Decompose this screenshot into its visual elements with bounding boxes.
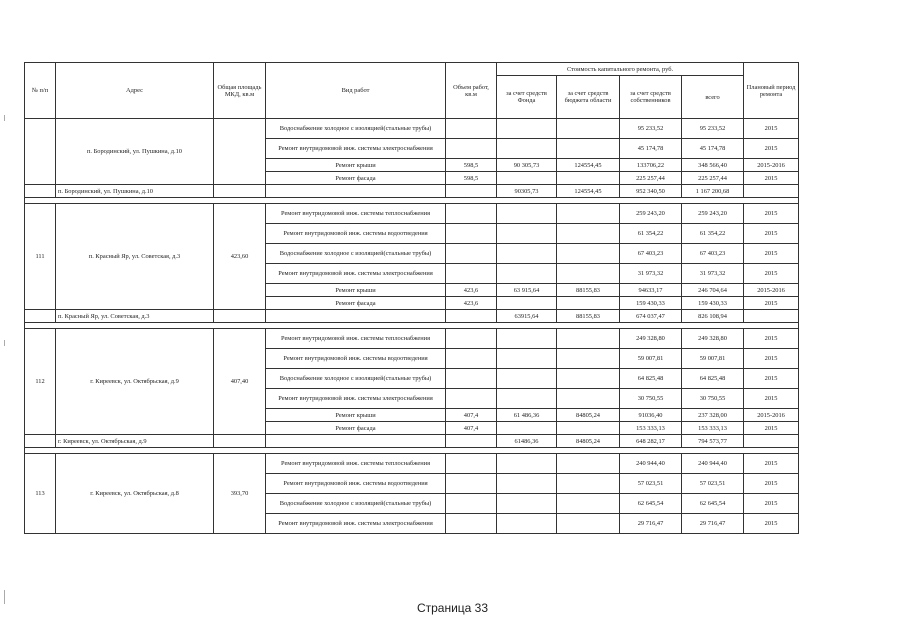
volume-cell: 407,4 <box>446 422 497 435</box>
owners-cell: 259 243,20 <box>620 204 682 224</box>
subtotal-work-cell <box>266 185 446 198</box>
region-budget-cell: 84805,24 <box>557 409 620 422</box>
volume-cell: 423,6 <box>446 284 497 297</box>
owners-cell: 159 430,33 <box>620 297 682 310</box>
subtotal-area-cell <box>214 310 266 323</box>
work-type-cell: Ремонт крыши <box>266 159 446 172</box>
period-cell: 2015 <box>744 514 799 534</box>
margin-mark <box>4 115 5 121</box>
total-cell: 95 233,52 <box>682 119 744 139</box>
total-cell: 246 704,64 <box>682 284 744 297</box>
table-row <box>25 204 799 224</box>
volume-cell <box>446 119 497 139</box>
table-row <box>25 454 799 474</box>
work-type-cell: Ремонт фасада <box>266 172 446 185</box>
volume-cell <box>446 139 497 159</box>
fund-cell <box>497 474 557 494</box>
work-type-cell: Водоснабжение холодное с изоляцией(стальные трубы) <box>266 494 446 514</box>
col-owners-header: за счет средств собственников <box>620 76 682 119</box>
volume-cell: 423,6 <box>446 297 497 310</box>
repair-schedule-table <box>24 62 799 534</box>
owners-cell: 62 645,54 <box>620 494 682 514</box>
work-type-cell: Водоснабжение холодное с изоляцией(стальные трубы) <box>266 119 446 139</box>
subtotal-period-cell <box>744 435 799 448</box>
fund-cell <box>497 244 557 264</box>
total-cell: 159 430,33 <box>682 297 744 310</box>
total-cell: 64 825,48 <box>682 369 744 389</box>
fund-cell <box>497 224 557 244</box>
fund-cell <box>497 349 557 369</box>
fund-cell <box>497 369 557 389</box>
volume-cell <box>446 349 497 369</box>
period-cell: 2015 <box>744 264 799 284</box>
work-type-cell: Ремонт внутридомовой инж. системы теплоснабжения <box>266 329 446 349</box>
col-address-header: Адрес <box>56 63 214 119</box>
subtotal-total-cell: 1 167 200,68 <box>682 185 744 198</box>
period-cell: 2015-2016 <box>744 284 799 297</box>
volume-cell <box>446 474 497 494</box>
col-area-header: Общая площадь МКД, кв.м <box>214 63 266 119</box>
volume-cell: 598,5 <box>446 159 497 172</box>
address-cell: п. Красный Яр, ул. Советская, д.3 <box>56 204 214 310</box>
period-cell: 2015 <box>744 329 799 349</box>
row-number-cell <box>25 119 56 185</box>
period-cell: 2015 <box>744 349 799 369</box>
fund-cell <box>497 494 557 514</box>
area-cell: 407,40 <box>214 329 266 435</box>
work-type-cell: Ремонт внутридомовой инж. системы теплоснабжения <box>266 204 446 224</box>
period-cell: 2015-2016 <box>744 159 799 172</box>
address-cell: г. Киреевск, ул. Октябрьская, д.8 <box>56 454 214 534</box>
total-cell: 348 566,40 <box>682 159 744 172</box>
subtotal-row <box>25 435 799 448</box>
row-number-cell: 111 <box>25 204 56 310</box>
period-cell: 2015 <box>744 139 799 159</box>
volume-cell <box>446 514 497 534</box>
period-cell: 2015 <box>744 389 799 409</box>
total-cell: 45 174,78 <box>682 139 744 159</box>
region-budget-cell <box>557 454 620 474</box>
subtotal-work-cell <box>266 310 446 323</box>
fund-cell <box>497 139 557 159</box>
col-fund-header: за счет средств Фонда <box>497 76 557 119</box>
owners-cell: 30 750,55 <box>620 389 682 409</box>
subtotal-fund-cell: 90305,73 <box>497 185 557 198</box>
table-body <box>25 119 799 534</box>
owners-cell: 31 973,32 <box>620 264 682 284</box>
total-cell: 57 023,51 <box>682 474 744 494</box>
table-header <box>25 63 799 119</box>
owners-cell: 45 174,78 <box>620 139 682 159</box>
col-cost-group-header: Стоимость капитального ремонта, руб. <box>497 63 744 76</box>
work-type-cell: Ремонт внутридомовой инж. системы водоотведения <box>266 224 446 244</box>
work-type-cell: Ремонт внутридомовой инж. системы электроснабжения <box>266 264 446 284</box>
fund-cell: 90 305,73 <box>497 159 557 172</box>
total-cell: 30 750,55 <box>682 389 744 409</box>
region-budget-cell: 124554,45 <box>557 159 620 172</box>
work-type-cell: Ремонт внутридомовой инж. системы электроснабжения <box>266 389 446 409</box>
work-type-cell: Ремонт крыши <box>266 284 446 297</box>
col-period-header: Плановый период ремонта <box>744 63 799 119</box>
period-cell: 2015 <box>744 454 799 474</box>
total-cell: 153 333,13 <box>682 422 744 435</box>
col-num-header: № п/п <box>25 63 56 119</box>
subtotal-area-cell <box>214 185 266 198</box>
region-budget-cell <box>557 297 620 310</box>
owners-cell: 29 716,47 <box>620 514 682 534</box>
total-cell: 59 007,81 <box>682 349 744 369</box>
region-budget-cell <box>557 139 620 159</box>
subtotal-region-cell: 124554,45 <box>557 185 620 198</box>
fund-cell <box>497 389 557 409</box>
fund-cell <box>497 119 557 139</box>
subtotal-address-cell: г. Киреевск, ул. Октябрьская, д.9 <box>56 435 214 448</box>
period-cell: 2015 <box>744 422 799 435</box>
work-type-cell: Ремонт внутридомовой инж. системы водоотведения <box>266 474 446 494</box>
region-budget-cell <box>557 514 620 534</box>
fund-cell <box>497 264 557 284</box>
volume-cell <box>446 369 497 389</box>
col-volume-header: Объем работ, кв.м <box>446 63 497 119</box>
fund-cell: 61 486,36 <box>497 409 557 422</box>
total-cell: 225 257,44 <box>682 172 744 185</box>
fund-cell: 63 915,64 <box>497 284 557 297</box>
region-budget-cell <box>557 329 620 349</box>
subtotal-fund-cell: 61486,36 <box>497 435 557 448</box>
total-cell: 259 243,20 <box>682 204 744 224</box>
region-budget-cell <box>557 474 620 494</box>
period-cell: 2015 <box>744 297 799 310</box>
owners-cell: 225 257,44 <box>620 172 682 185</box>
region-budget-cell: 88155,83 <box>557 284 620 297</box>
subtotal-volume-cell <box>446 185 497 198</box>
subtotal-total-cell: 826 108,94 <box>682 310 744 323</box>
subtotal-fund-cell: 63915,64 <box>497 310 557 323</box>
owners-cell: 94633,17 <box>620 284 682 297</box>
subtotal-volume-cell <box>446 310 497 323</box>
table-row <box>25 119 799 139</box>
region-budget-cell <box>557 244 620 264</box>
subtotal-address-cell: п. Бородинский, ул. Пушкина, д.10 <box>56 185 214 198</box>
owners-cell: 153 333,13 <box>620 422 682 435</box>
row-number-cell: 113 <box>25 454 56 534</box>
subtotal-row <box>25 310 799 323</box>
page-number: Страница 33 <box>416 601 489 615</box>
subtotal-region-cell: 88155,83 <box>557 310 620 323</box>
period-cell: 2015 <box>744 244 799 264</box>
total-cell: 240 944,40 <box>682 454 744 474</box>
subtotal-total-cell: 794 573,77 <box>682 435 744 448</box>
col-total-header: всего <box>682 76 744 119</box>
fund-cell <box>497 422 557 435</box>
owners-cell: 59 007,81 <box>620 349 682 369</box>
region-budget-cell <box>557 494 620 514</box>
volume-cell <box>446 329 497 349</box>
owners-cell: 95 233,52 <box>620 119 682 139</box>
work-type-cell: Ремонт внутридомовой инж. системы водоотведения <box>266 349 446 369</box>
total-cell: 29 716,47 <box>682 514 744 534</box>
work-type-cell: Ремонт внутридомовой инж. системы электроснабжения <box>266 514 446 534</box>
owners-cell: 64 825,48 <box>620 369 682 389</box>
period-cell: 2015 <box>744 224 799 244</box>
volume-cell <box>446 264 497 284</box>
fund-cell <box>497 297 557 310</box>
region-budget-cell <box>557 369 620 389</box>
subtotal-region-cell: 84805,24 <box>557 435 620 448</box>
region-budget-cell <box>557 172 620 185</box>
work-type-cell: Водоснабжение холодное с изоляцией(стальные трубы) <box>266 369 446 389</box>
volume-cell <box>446 454 497 474</box>
volume-cell <box>446 244 497 264</box>
owners-cell: 240 944,40 <box>620 454 682 474</box>
subtotal-area-cell <box>214 435 266 448</box>
fund-cell <box>497 204 557 224</box>
total-cell: 62 645,54 <box>682 494 744 514</box>
period-cell: 2015 <box>744 369 799 389</box>
subtotal-work-cell <box>266 435 446 448</box>
col-region-header: за счет средств бюджета области <box>557 76 620 119</box>
region-budget-cell <box>557 204 620 224</box>
fund-cell <box>497 454 557 474</box>
work-type-cell: Ремонт фасада <box>266 297 446 310</box>
work-type-cell: Ремонт внутридомовой инж. системы теплоснабжения <box>266 454 446 474</box>
volume-cell: 598,5 <box>446 172 497 185</box>
address-cell: п. Бородинский, ул. Пушкина, д.10 <box>56 119 214 185</box>
owners-cell: 133706,22 <box>620 159 682 172</box>
subtotal-period-cell <box>744 185 799 198</box>
owners-cell: 91036,40 <box>620 409 682 422</box>
period-cell: 2015 <box>744 474 799 494</box>
subtotal-period-cell <box>744 310 799 323</box>
owners-cell: 61 354,22 <box>620 224 682 244</box>
subtotal-owners-cell: 648 282,17 <box>620 435 682 448</box>
volume-cell <box>446 494 497 514</box>
period-cell: 2015 <box>744 494 799 514</box>
total-cell: 237 328,00 <box>682 409 744 422</box>
subtotal-owners-cell: 674 037,47 <box>620 310 682 323</box>
region-budget-cell <box>557 119 620 139</box>
subtotal-spacer-cell <box>25 310 56 323</box>
area-cell: 393,70 <box>214 454 266 534</box>
work-type-cell: Ремонт крыши <box>266 409 446 422</box>
total-cell: 249 328,80 <box>682 329 744 349</box>
period-cell: 2015 <box>744 204 799 224</box>
table-row <box>25 329 799 349</box>
work-type-cell: Ремонт фасада <box>266 422 446 435</box>
subtotal-spacer-cell <box>25 185 56 198</box>
region-budget-cell <box>557 264 620 284</box>
region-budget-cell <box>557 224 620 244</box>
row-number-cell: 112 <box>25 329 56 435</box>
total-cell: 61 354,22 <box>682 224 744 244</box>
owners-cell: 249 328,80 <box>620 329 682 349</box>
owners-cell: 57 023,51 <box>620 474 682 494</box>
period-cell: 2015 <box>744 172 799 185</box>
volume-cell <box>446 204 497 224</box>
work-type-cell: Ремонт внутридомовой инж. системы электроснабжения <box>266 139 446 159</box>
work-type-cell: Водоснабжение холодное с изоляцией(стальные трубы) <box>266 244 446 264</box>
fund-cell <box>497 329 557 349</box>
subtotal-row <box>25 185 799 198</box>
period-cell: 2015 <box>744 119 799 139</box>
area-cell <box>214 119 266 185</box>
region-budget-cell <box>557 422 620 435</box>
total-cell: 67 403,23 <box>682 244 744 264</box>
subtotal-spacer-cell <box>25 435 56 448</box>
volume-cell: 407,4 <box>446 409 497 422</box>
subtotal-address-cell: п. Красный Яр, ул. Советская, д.3 <box>56 310 214 323</box>
period-cell: 2015-2016 <box>744 409 799 422</box>
address-cell: г. Киреевск, ул. Октябрьская, д.9 <box>56 329 214 435</box>
margin-mark <box>4 340 5 346</box>
subtotal-owners-cell: 952 340,50 <box>620 185 682 198</box>
volume-cell <box>446 389 497 409</box>
total-cell: 31 973,32 <box>682 264 744 284</box>
fund-cell <box>497 514 557 534</box>
volume-cell <box>446 224 497 244</box>
fund-cell <box>497 172 557 185</box>
subtotal-volume-cell <box>446 435 497 448</box>
owners-cell: 67 403,23 <box>620 244 682 264</box>
region-budget-cell <box>557 349 620 369</box>
area-cell: 423,60 <box>214 204 266 310</box>
col-work-header: Вид работ <box>266 63 446 119</box>
region-budget-cell <box>557 389 620 409</box>
